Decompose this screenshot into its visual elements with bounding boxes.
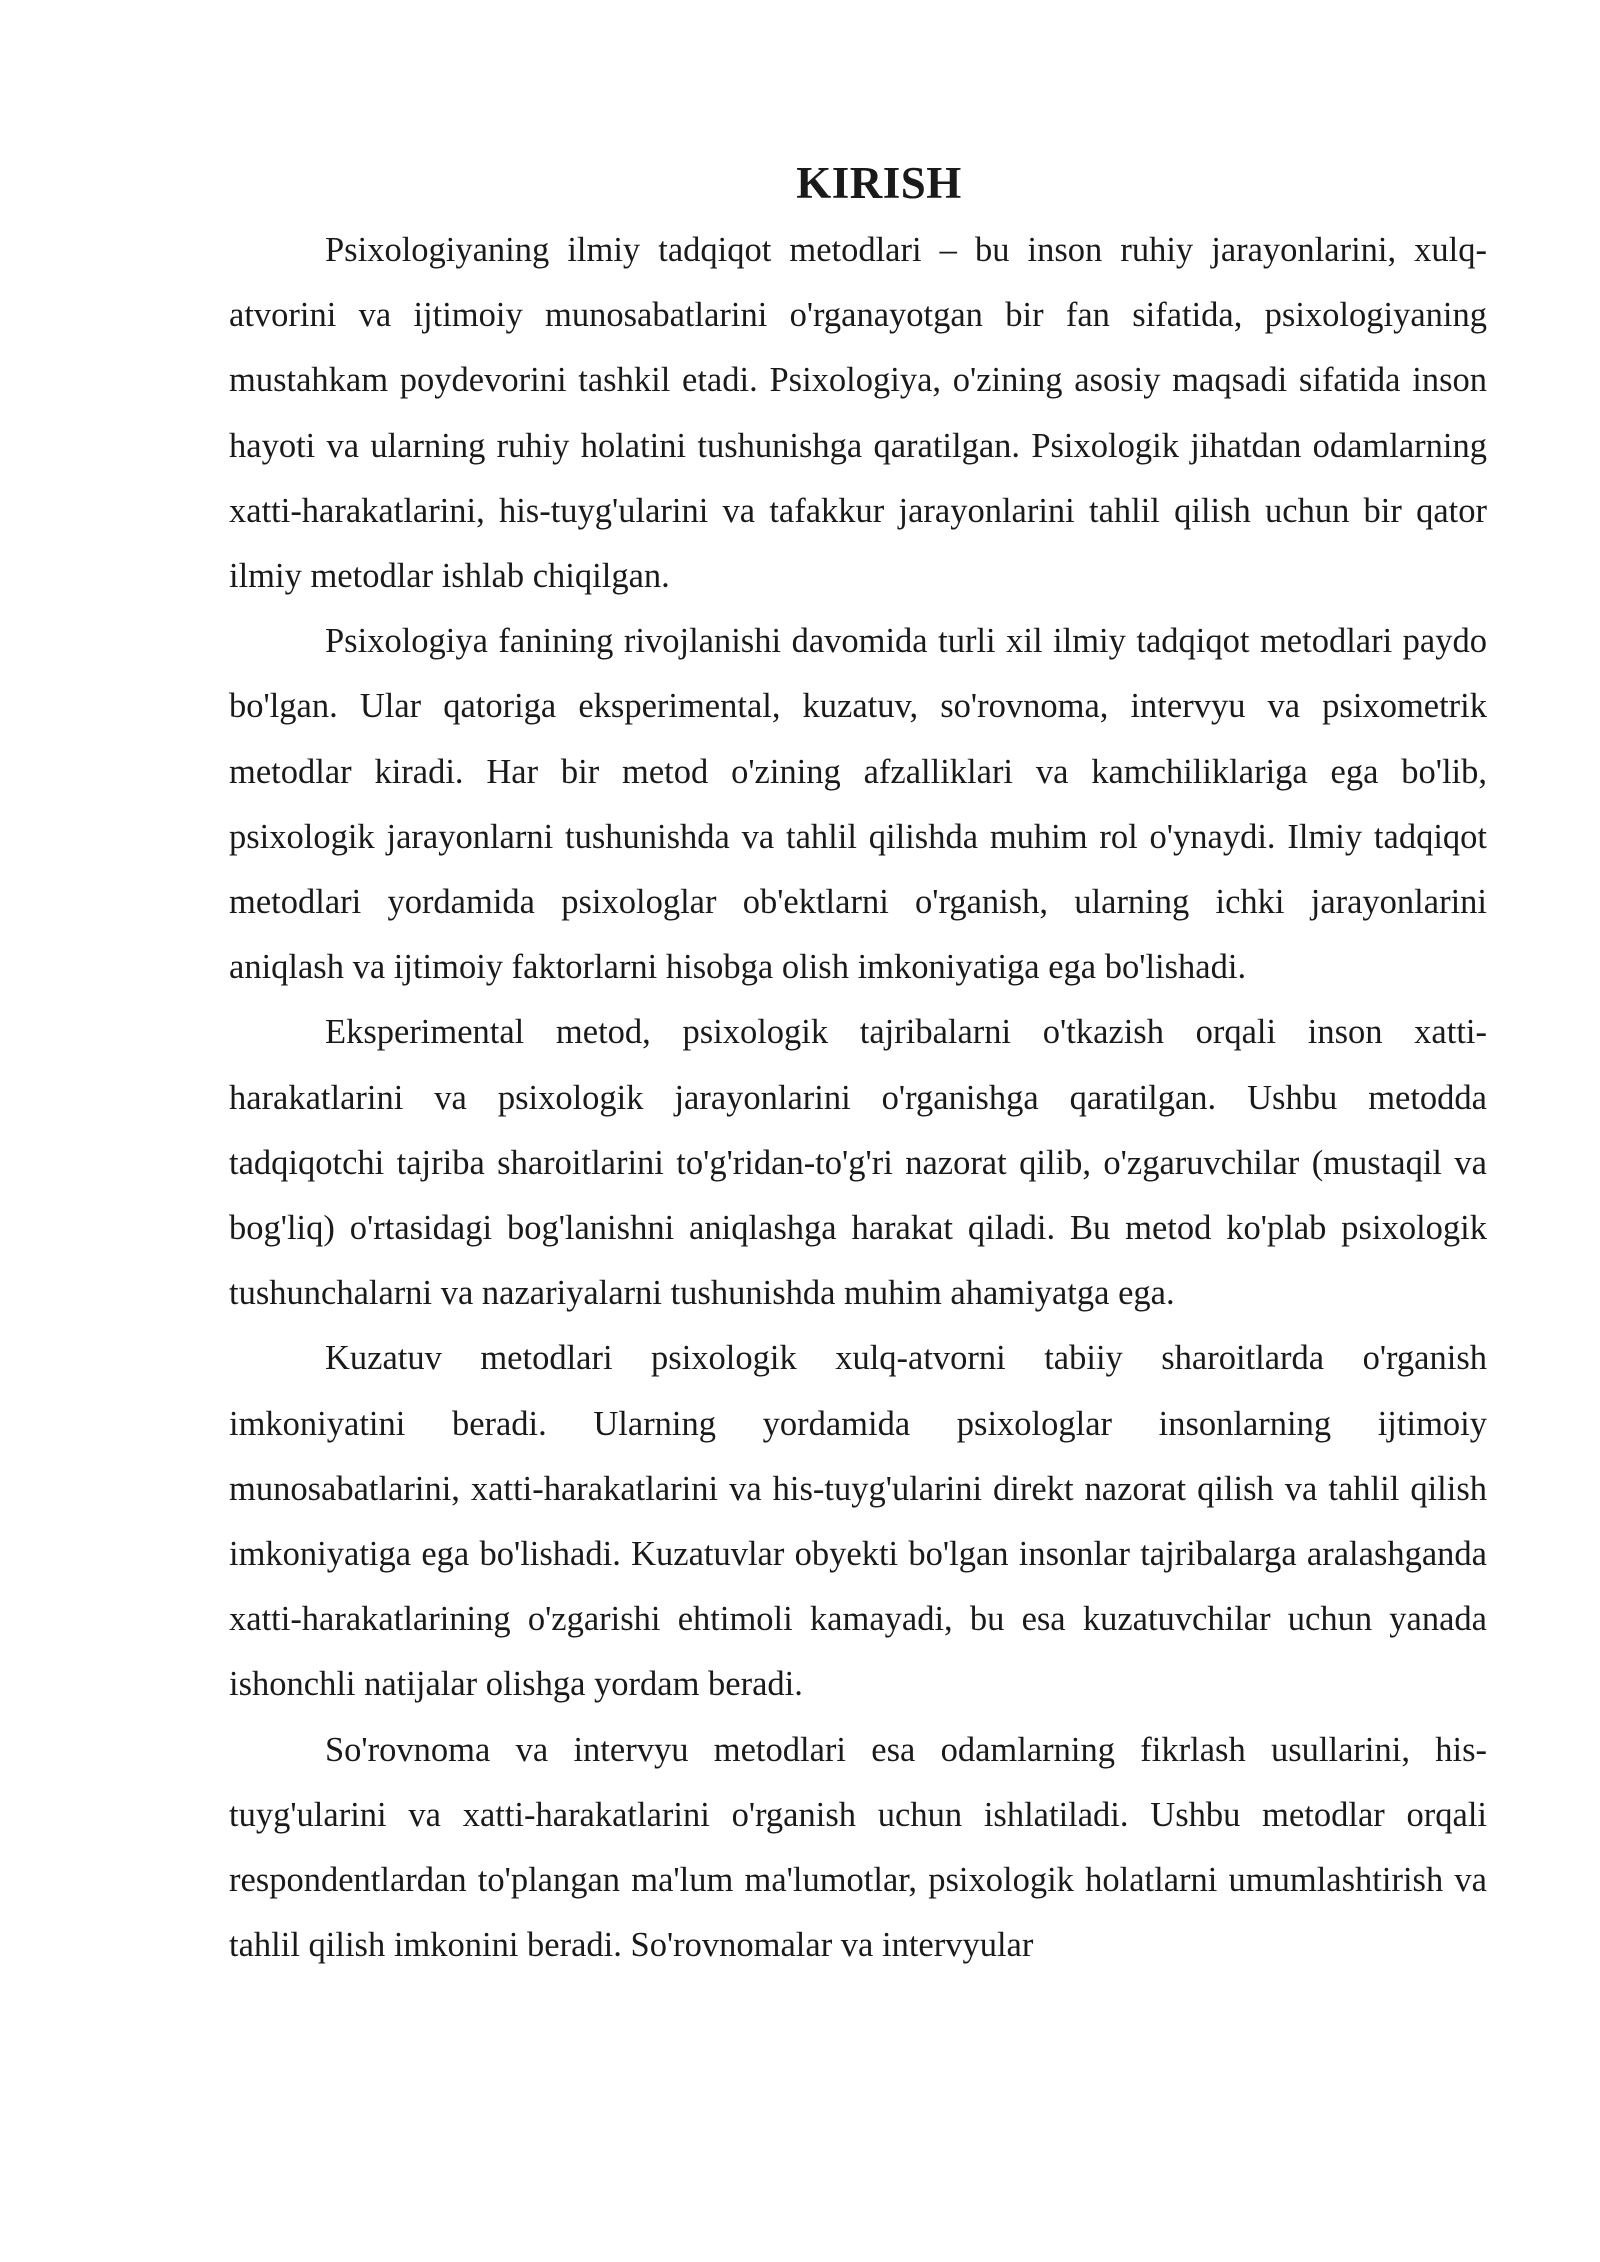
paragraph-methods-overview: Psixologiya fanining rivojlanishi davomida turli xil ilmiy tadqiqot metodlari paydo bo'lgan. Ular qatoriga eksperimental, kuzatuv, so'rovnoma, intervyu va psixometrik metodlar kiradi. Har bir metod o'zining afzalliklari va kamchiliklariga ega bo'lib, psixologik jarayonlarni tushunishda va tahlil qilishda muhim rol o'ynaydi. Ilmiy tadqiqot metodlari yordamida psixologlar ob'ektlarni o'rganish, ularning ichki jarayonlarini aniqlash va ijtimoiy faktorlarni hisobga olish imkoniyatiga ega bo'lishadi. bbox=[229, 622, 1487, 987]
paragraph-observation-method: Kuzatuv metodlari psixologik xulq-atvorni tabiiy sharoitlarda o'rganish imkoniyatini beradi. Ularning yordamida psixologlar insonlarning ijtimoiy munosabatlarini, xatti-harakatlarini va his-tuyg'ularini direkt nazorat qilish va tahlil qilish imkoniyatiga ega bo'lishadi. Kuzatuvlar obyekti bo'lgan insonlar tajribalarga aralashganda xatti-harakatlarining o'zgarishi ehtimoli kamayadi, bu esa kuzatuvchilar uchun yanada ishonchli natijalar olishga yordam beradi. bbox=[229, 1339, 1487, 1704]
paragraph-experimental-method: Eksperimental metod, psixologik tajribalarni o'tkazish orqali inson xatti-harakatlarini va psixologik jarayonlarini o'rganishga qaratilgan. Ushbu metodda tadqiqotchi tajriba sharoitlarini to'g'ridan-to'g'ri nazorat qilib, o'zgaruvchilar (mustaqil va bog'liq) o'rtasidagi bog'lanishni aniqlashga harakat qiladi. Bu metod ko'plab psixologik tushunchalarni va nazariyalarni tushunishda muhim ahamiyatga ega. bbox=[229, 1013, 1487, 1313]
page-title: KIRISH bbox=[796, 158, 962, 208]
paragraph-intro: Psixologiyaning ilmiy tadqiqot metodlari – bu inson ruhiy jarayonlarini, xulq-atvorini va ijtimoiy munosabatlarini o'rganayotgan bir fan sifatida, psixologiyaning mustahkam poydevorini tashkil etadi. Psixologiya, o'zining asosiy maqsadi sifatida inson hayoti va ularning ruhiy holatini tushunishga qaratilgan. Psixologik jihatdan odamlarning xatti-harakatlarini, his-tuyg'ularini va tafakkur jarayonlarini tahlil qilish uchun bir qator ilmiy metodlar ishlab chiqilgan. bbox=[229, 231, 1487, 596]
paragraph-survey-interview-method: So'rovnoma va intervyu metodlari esa odamlarning fikrlash usullarini, his-tuyg'ularini va xatti-harakatlarini o'rganish uchun ishlatiladi. Ushbu metodlar orqali respondentlardan to'plangan ma'lum ma'lumotlar, psixologik holatlarni umumlashtirish va tahlil qilish imkonini beradi. So'rovnomalar va intervyular bbox=[229, 1730, 1487, 1965]
document-body bbox=[229, 148, 1487, 1978]
